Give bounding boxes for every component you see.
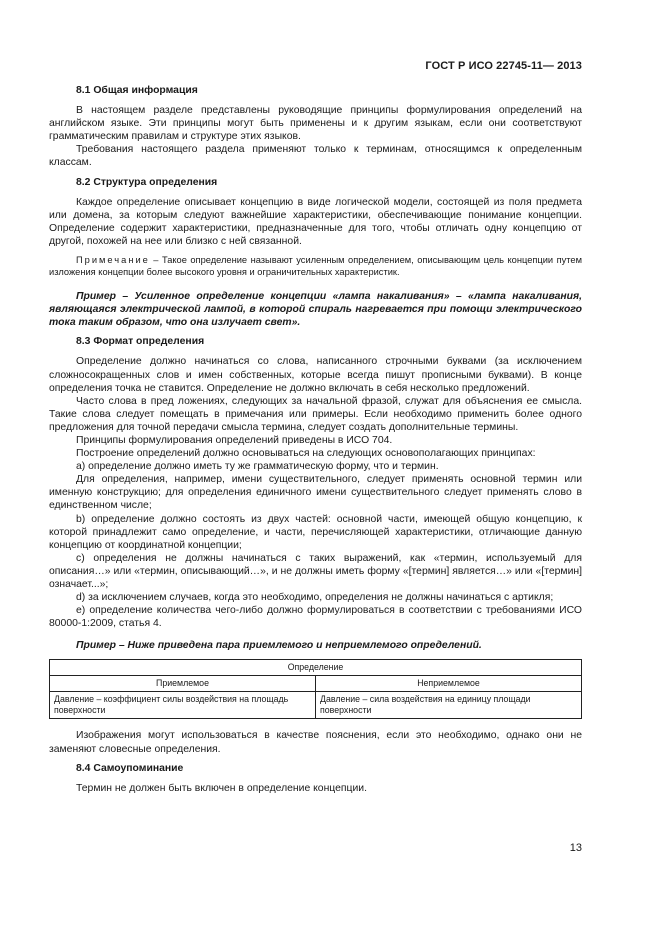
section-8-4-paragraph: Термин не должен быть включен в определение концепции. <box>76 782 367 794</box>
section-8-2-paragraph: Каждое определение описывает концепцию в виде логической модели, состоящей из поля предмета или домена, за которым следуют важнейшие характеристики, обеспечивающие понимание концепции. Определение содержит характеристики, предназначенные для того, чтобы отличать одну концепцию от другой, похожей на нее или близко с ней связанной. <box>49 196 582 247</box>
section-8-3-paragraph: Построение определений должно основываться на следующих основополагающих принципах: <box>76 448 536 460</box>
table-cell-acceptable: Давление – коэффициент силы воздействия на площадь поверхности <box>50 692 316 719</box>
section-8-1-paragraph: В настоящем разделе представлены руководящие принципы формулирования определений на английском языке. Эти принципы могут быть применены и к другим языкам, если они соответствуют грамматическим правилам и структуре этих языков. <box>49 105 582 143</box>
principle-item: е) определение количества чего-либо должно формулироваться в соответствии с требованиями ИСО 80000-1:2009, статья 4. <box>49 605 582 630</box>
table-caption: Определение <box>50 660 582 676</box>
principle-item: с) определения не должны начинаться с таких выражений, как «термин, используемый для описания…» или «термин, описывающий…», и не должны иметь форму «[термин] является…» или «[термин] означает...»; <box>49 552 582 590</box>
page-content <box>49 84 582 795</box>
section-8-3-paragraph: Часто слова в пред ложениях, следующих за начальной фразой, служат для объяснения ее смысла. Такие слова следует помещать в примечания или примеры. Если необходимо применить более одного предложения для точной передачи смысла термина, следует создать дополнительные термины. <box>49 395 582 433</box>
section-8-3-paragraph: Определение должно начинаться со слова, написанного строчными буквами (за исключением сложносокращенных слов и имен собственных, которые всегда пишут прописными буквами). В конце определения точка не ставится. Определение не должно включать в себя несколько предложений. <box>49 356 582 394</box>
principle-item: b) определение должно состоять из двух частей: основной части, имеющей общую концепцию, к которой принадлежит само определение, и части, перечисляющей характеристики, отличающие данную концепцию от координатной концепции; <box>49 513 582 551</box>
section-8-1-paragraph: Требования настоящего раздела применяют только к терминам, относящимся к определенным классам. <box>49 144 582 169</box>
page-number: 13 <box>569 842 582 854</box>
principle-item: Для определения, например, имени существительного, следует применять основной термин или именную конструкцию; для определения единичного имени существительного следует применять слово в единственном числе; <box>49 474 582 512</box>
definition-table <box>49 659 582 719</box>
document-header: ГОСТ Р ИСО 22745-11— 2013 <box>425 60 582 72</box>
section-8-3-paragraph: Изображения могут использоваться в качестве пояснения, если это необходимо, однако они не заменяют словесные определения. <box>49 730 582 755</box>
section-8-3-paragraph: Принципы формулирования определений приведены в ИСО 704. <box>76 434 393 446</box>
example-text: Пример – Ниже приведена пара приемлемого и неприемлемого определений. <box>76 640 482 652</box>
section-8-4-title: 8.4 Самоупоминание <box>76 762 184 774</box>
section-8-1-title: 8.1 Общая информация <box>76 85 198 96</box>
principle-item: а) определение должно иметь ту же грамматическую форму, что и термин. <box>76 461 439 473</box>
note <box>49 254 582 278</box>
principle-item: d) за исключением случаев, когда это необходимо, определения не должны начинаться с артикля; <box>76 592 554 604</box>
section-8-3-title: 8.3 Формат определения <box>76 336 205 348</box>
example-text: Пример – Усиленное определение концепции «лампа накаливания» – «лампа накаливания, являющаяся электрической лампой, в которой спираль нагревается при помощи электрического тока таким образом, что она излучает свет». <box>49 291 582 329</box>
section-8-2-title: 8.2 Структура определения <box>76 176 218 188</box>
note-text: – Такое определение называют усиленным определением, описывающим цель концепции путем изложения концепции более высокого уровня и ограничительных характеристик. <box>49 255 582 278</box>
table-header-acceptable: Приемлемое <box>50 676 316 692</box>
note-label: Примечание <box>76 255 150 266</box>
table-cell-unacceptable: Давление – сила воздействия на единицу площади поверхности <box>316 692 582 719</box>
table-header-unacceptable: Неприемлемое <box>316 676 582 692</box>
